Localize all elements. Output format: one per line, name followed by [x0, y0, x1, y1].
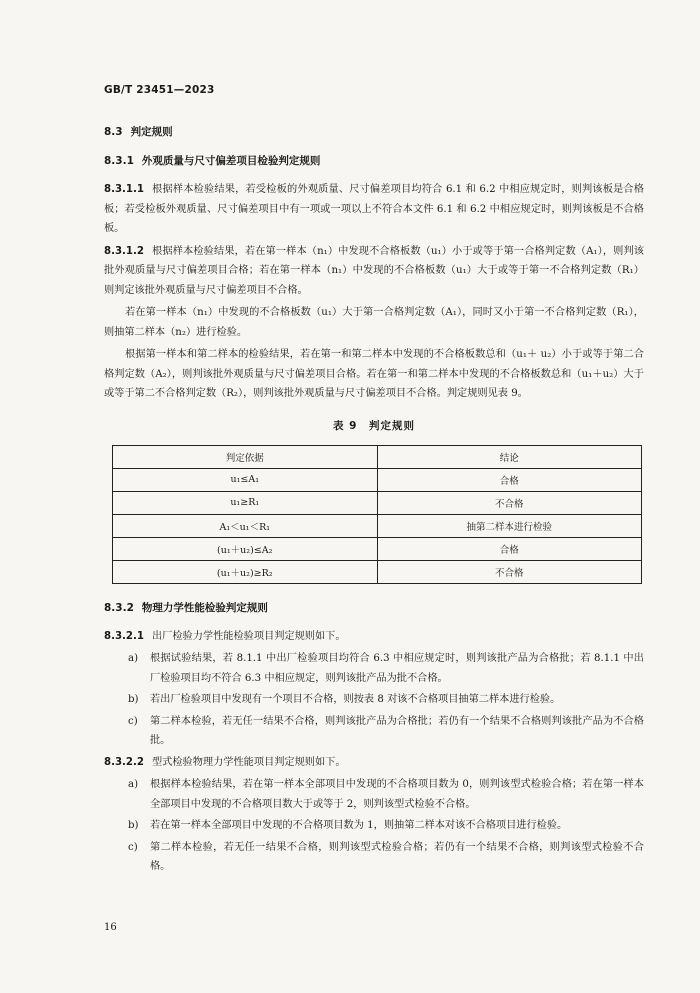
clause-number: 8.3.2.2 [104, 756, 144, 768]
table-cell: 不合格 [377, 560, 642, 583]
list-marker: a) [128, 653, 139, 664]
clause-number: 8.3.1.1 [104, 184, 144, 195]
subsection-heading-8-3-2 [104, 600, 644, 615]
subsection-title: 外观质量与尺寸偏差项目检验判定规则 [141, 155, 321, 167]
table-row [113, 491, 642, 514]
standard-code: GB/T 23451—2023 [104, 84, 215, 96]
table-cell: 抽第二样本进行检验 [377, 514, 642, 537]
table-header-cell: 结论 [377, 445, 642, 468]
list-item [104, 838, 644, 877]
list-text: 若出厂检验项目中发现有一个项目不合格，则按表 8 对该不合格项目抽第二样本进行检验。 [150, 694, 561, 705]
list-item [104, 649, 644, 688]
paragraph: 根据第一样本和第二样本的检验结果，若在第一和第二样本中发现的不合格板数总和（u₁＋ u₂）小于或等于第二合格判定数（A₂），则判该批外观质量与尺寸偏差项目合格。若在第一和第二样本中发现的不合格板数总和（u₁＋u₂）大于或等于第二不合格判定数（R₂），则判该批外观质量与尺寸偏差项目不合格。判定规则见表 9。 [104, 349, 644, 399]
table-cell: (u₁＋u₂)≤A₂ [113, 537, 378, 560]
clause-text: 出厂检验力学性能检验项目判定规则如下。 [151, 630, 346, 642]
clause-number: 8.3.1.2 [104, 245, 144, 257]
subsection-heading-8-3-1 [104, 153, 644, 168]
table-cell: 合格 [377, 468, 642, 491]
clause-number: 8.3.2.1 [104, 630, 144, 642]
table-header-row [113, 445, 642, 468]
list-item [104, 712, 644, 751]
judgment-rules-table [112, 445, 642, 584]
list-item [104, 775, 644, 814]
clause-text: 型式检验物理力学性能项目判定规则如下。 [151, 756, 346, 768]
list-marker: b) [128, 694, 139, 705]
section-heading [104, 124, 644, 139]
list-text: 第二样本检验，若无任一结果不合格，则判该批产品为合格批；若仍有一个结果不合格则判该批产品为不合格批。 [150, 715, 644, 746]
list-marker: a) [128, 779, 139, 790]
list-text: 第二样本检验，若无任一结果不合格，则判该型式检验合格；若仍有一个结果不合格，则判该型式检验不合格。 [150, 841, 644, 872]
table-header-cell: 判定依据 [113, 445, 378, 468]
page-number: 16 [104, 922, 117, 933]
list-marker: c) [128, 841, 138, 853]
list-text: 若在第一样本全部项目中发现的不合格项目数为 1，则抽第二样本对该不合格项目进行检验。 [150, 820, 568, 831]
clause-8-3-1-1 [104, 180, 644, 239]
subsection-number: 8.3.2 [104, 601, 134, 614]
table-cell: 不合格 [377, 491, 642, 514]
paragraph: 若在第一样本（n₁）中发现的不合格板数（u₁）大于第一合格判定数（A₁），同时又小于第一不合格判定数（R₁），则抽第二样本（n₂）进行检验。 [104, 307, 644, 338]
clause-8-3-2-1 [104, 627, 644, 647]
list-item [104, 816, 644, 836]
table-row [113, 514, 642, 537]
table-cell: u₁≥R₁ [113, 491, 378, 514]
table-row [113, 468, 642, 491]
list-text: 根据样本检验结果，若在第一样本全部项目中发现的不合格项目数为 0，则判该型式检验合格；若在第一样本全部项目中发现的不合格项目数大于或等于 2，则判该型式检验不合格。 [150, 779, 644, 810]
clause-8-3-1-2 [104, 242, 644, 301]
section-number: 8.3 [104, 126, 123, 138]
clause-text: 根据样本检验结果，若受检板的外观质量、尺寸偏差项目均符合 6.1 和 6.2 中相应规定时，则判该板是合格板；若受检板外观质量、尺寸偏差项目中有一项或一项以上不符合本文件 6.1 和 6.2 中相应规定时，则判该板是不合格板。 [104, 184, 644, 234]
list-item [104, 690, 644, 710]
list-text: 根据试验结果，若 8.1.1 中出厂检验项目均符合 6.3 中相应规定时，则判该批产品为合格批；若 8.1.1 中出厂检验项目均不符合 6.3 中相应规定，则判该批产品为批不合格。 [150, 653, 644, 684]
clause-text: 根据样本检验结果，若在第一样本（n₁）中发现不合格板数（u₁）小于或等于第一合格判定数（A₁），则判该批外观质量与尺寸偏差项目合格；若在第一样本（n₁）中发现的不合格板数（u₁）大于或等于第一不合格判定数（R₁）则判定该批外观质量与尺寸偏差项目不合格。 [104, 245, 644, 296]
list-marker: c) [128, 715, 138, 727]
table-cell: A₁＜u₁＜R₁ [113, 514, 378, 537]
clause-8-3-2-2 [104, 753, 644, 773]
page-content [104, 124, 644, 879]
table-title: 表 9 判定规则 [333, 419, 415, 432]
table-cell: (u₁＋u₂)≥R₂ [113, 560, 378, 583]
table-cell: 合格 [377, 537, 642, 560]
section-title: 判定规则 [130, 126, 173, 138]
table-cell: u₁≤A₁ [113, 468, 378, 491]
subsection-number: 8.3.1 [104, 155, 134, 167]
subsection-title: 物理力学性能检验判定规则 [141, 601, 268, 614]
table-row [113, 560, 642, 583]
table-row [113, 537, 642, 560]
list-marker: b) [128, 820, 139, 831]
